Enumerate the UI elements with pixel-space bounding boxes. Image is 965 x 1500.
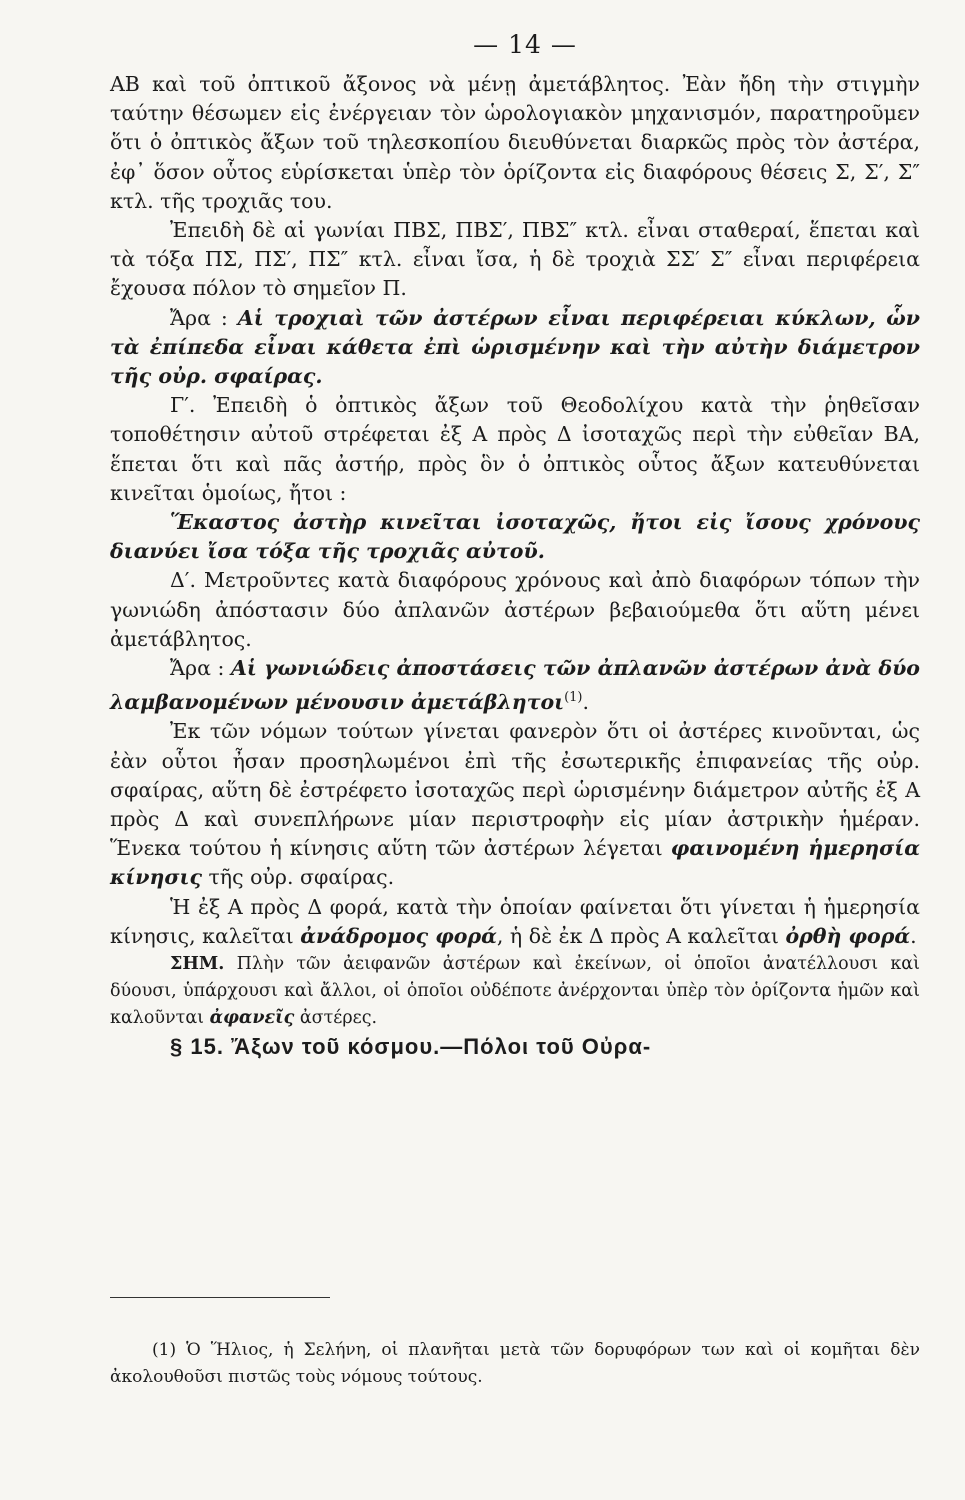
text-run: Ἡ ἐξ Α πρὸς Δ φορά, κατὰ τὴν ὁποίαν φαίνεται ὅτι γίνεται ἡ ἡμερησία κίνησις, καλεῖται xyxy=(110,894,920,948)
footnote: (1) Ὁ Ἥλιος, ἡ Σελήνη, οἱ πλανῆται μετὰ τῶν δορυφόρων των καὶ οἱ κομῆται δὲν ἀκολουθοῦσι πιστῶς τοὺς νόμους τούτους. xyxy=(110,1340,920,1387)
footnote-rule xyxy=(110,1297,330,1298)
text-run: , ἡ δὲ ἐκ Δ πρὸς Α καλεῖται xyxy=(496,923,779,948)
footnote-ref: (1) xyxy=(564,690,583,706)
period: . xyxy=(910,923,917,948)
text-run: τῆς οὐρ. σφαίρας. xyxy=(208,865,395,890)
text-run: Πλὴν τῶν ἀειφανῶν ἀστέρων καὶ ἐκείνων, οἱ ὁποῖοι ἀνατέλλουσι καὶ δύουσι, ὑπάρχουσι καὶ ἄλλοι, οἱ ὁποῖοι οὐδέποτε ἀνέρχονται ὑπὲρ τὸν ὁρίζοντα ἡμῶν καὶ καλοῦνται xyxy=(110,953,920,1028)
paragraph-directions xyxy=(110,893,920,951)
law-angular-distances: Αἱ γωνιώδεις ἀποστάσεις τῶν ἀπλανῶν ἀστέρων ἀνὰ δύο λαμβανομένων μένουσιν ἀμετάβλητοι xyxy=(110,656,920,715)
text-run: Ἐκ τῶν νόμων τούτων γίνεται φανερὸν ὅτι οἱ ἀστέρες κινοῦνται, ὡς ἐὰν οὗτοι ἦσαν προσηλωμένοι ἐπὶ τῆς ἐσωτερικῆς ἐπιφανείας τῆς οὐρ. σφαίρας, αὕτη δὲ ἐστρέφετο ἰσοταχῶς περὶ ὡρισμένην διάμετρον αὐτῆς ἐξ Α πρὸς Δ καὶ συνεπλήρωνε μίαν περιστροφὴν εἰς μίαν ἀστρικὴν ἡμέραν. Ἕνεκα τούτου ἡ κίνησις αὕτη τῶν ἀστέρων λέγεται xyxy=(110,719,920,861)
therefore-label: Ἄρα : xyxy=(170,305,228,330)
section-heading: § 15. Ἄξων τοῦ κόσμου.—Πόλοι τοῦ Οὐρα- xyxy=(170,1033,652,1059)
note-paragraph xyxy=(110,951,920,1032)
term-retrograde: ἀνάδρομος φορά xyxy=(300,923,497,948)
period: . xyxy=(582,690,590,715)
paragraph-law-uniform xyxy=(110,508,920,566)
paragraph-gamma: Γ′. Ἐπειδὴ ὁ ὀπτικὸς ἄξων τοῦ Θεοδολίχου κατὰ τὴν ῥηθεῖσαν τοποθέτησιν αὐτοῦ στρέφεται ἐξ Α πρὸς Δ ἰσοταχῶς περὶ τὴν εὐθεῖαν ΒΑ, ἕπεται ὅτι καὶ πᾶς ἀστήρ, πρὸς ὃν ὁ ὀπτικὸς οὗτος ἄξων κατευθύνεται κινεῖται ὁμοίως, ἤτοι : xyxy=(110,393,920,505)
term-diurnal-motion: φαινομένη ἡμερησία κίνησις xyxy=(110,836,920,890)
law-uniform-motion: Ἕκαστος ἀστὴρ κινεῖται ἰσοταχῶς, ἤτοι εἰς ἴσους χρόνους διανύει ἴσα τόξα τῆς τροχιᾶς αὐτοῦ. xyxy=(110,510,920,564)
note-label: ΣΗΜ. xyxy=(170,953,225,974)
law-orbits: Αἱ τροχιαὶ τῶν ἀστέρων εἶναι περιφέρειαι κύκλων, ὧν τὰ ἐπίπεδα εἶναι κάθετα ἐπὶ ὡρισμένην καὶ τὴν αὐτὴν διάμετρον τῆς οὐρ. σφαίρας. xyxy=(110,305,920,389)
term-direct: ὀρθὴ φορά xyxy=(785,923,911,948)
paragraph-law-distances xyxy=(110,654,920,717)
therefore-label: Ἄρα : xyxy=(170,656,225,681)
paragraph-diurnal-motion xyxy=(110,717,920,892)
paragraph-law-orbits xyxy=(110,304,920,392)
paragraph-2: Ἐπειδὴ δὲ αἱ γωνίαι ΠΒΣ, ΠΒΣ′, ΠΒΣ″ κτλ. εἶναι σταθεραί, ἕπεται καὶ τὰ τόξα ΠΣ, ΠΣ′, ΠΣ″ κτλ. εἶναι ἴσα, ἡ δὲ τροχιὰ ΣΣ′ Σ″ εἶναι περιφέρεια ἔχουσα πόλον τὸ σημεῖον Π. xyxy=(110,218,920,301)
page-number: — 14 — xyxy=(473,30,577,59)
paragraph-delta: Δ′. Μετροῦντες κατὰ διαφόρους χρόνους καὶ ἀπὸ διαφόρων τόπων τὴν γωνιώδη ἀπόστασιν δύο ἀπλανῶν ἀστέρων βεβαιούμεθα ὅτι αὕτη μένει ἀμετάβλητος. xyxy=(110,568,920,651)
paragraph-1: ΑΒ καὶ τοῦ ὀπτικοῦ ἄξονος νὰ μένῃ ἀμετάβλητος. Ἐὰν ἤδη τὴν στιγμὴν ταύτην θέσωμεν εἰς ἐνέργειαν τὸν ὡρολογιακὸν μηχανισμόν, παρατηροῦμεν ὅτι ὁ ὀπτικὸς ἄξων τοῦ τηλεσκοπίου διευθύνεται διαρκῶς πρὸς τὸν ἀστέρα, ἐφ᾽ ὅσον οὗτος εὑρίσκεται ὑπὲρ τὸν ὁρίζοντα εἰς διαφόρους θέσεις Σ, Σ′, Σ″ κτλ. τῆς τροχιᾶς του. xyxy=(110,72,920,213)
book-page xyxy=(110,30,920,1470)
text-run: ἀστέρες. xyxy=(299,1007,378,1028)
term-invisible: ἀφανεῖς xyxy=(209,1007,295,1028)
body-text xyxy=(110,70,920,1061)
